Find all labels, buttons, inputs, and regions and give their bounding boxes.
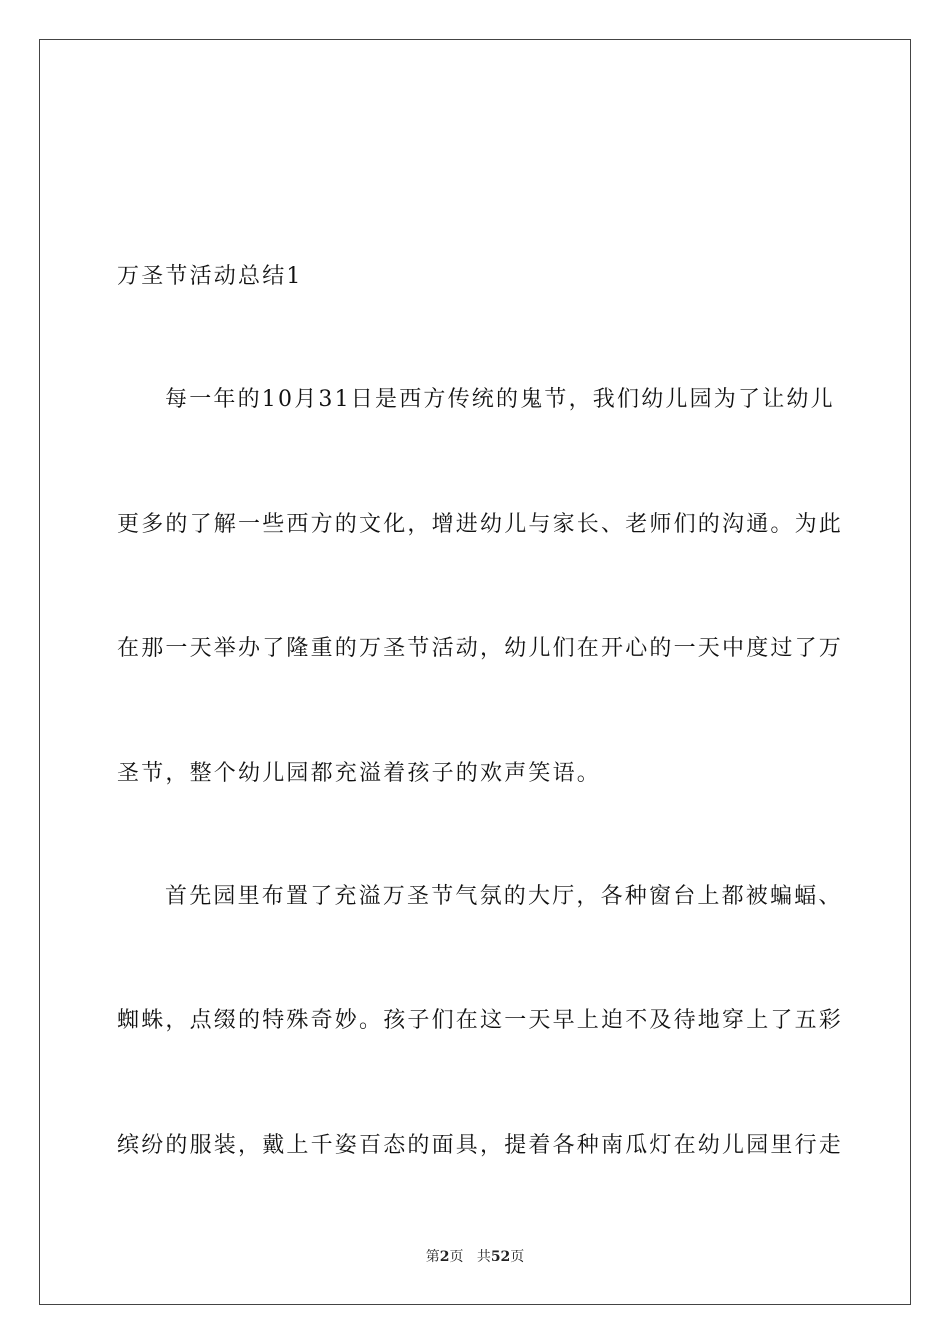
page-frame: [39, 39, 911, 1305]
paragraph-2-line-1: 首先园里布置了充溢万圣节气氛的大厅，各种窗台上都被蝙蝠、: [165, 884, 843, 909]
paragraph-1-line-2: 更多的了解一些西方的文化，增进幼儿与家长、老师们的沟通。为此: [117, 512, 844, 537]
paragraph-2-line-3: 缤纷的服装，戴上千姿百态的面具，提着各种南瓜灯在幼儿园里行走: [117, 1133, 844, 1158]
paragraph-2-line-2: 蜘蛛，点缀的特殊奇妙。孩子们在这一天早上迫不及待地穿上了五彩: [117, 1008, 844, 1033]
footer-page-prefix: 第: [425, 1249, 440, 1265]
paragraph-1-line-1: 每一年的10月31日是西方传统的鬼节，我们幼儿园为了让幼儿: [165, 387, 835, 412]
footer-total-suffix: 页: [510, 1249, 525, 1265]
page-footer: [0, 1248, 950, 1266]
footer-page-number: 2: [439, 1249, 450, 1265]
paragraph-1-line-4: 圣节，整个幼儿园都充溢着孩子的欢声笑语。: [117, 761, 602, 786]
footer-total-pages: 52: [490, 1249, 511, 1265]
document-heading: 万圣节活动总结1: [117, 264, 303, 289]
footer-total-prefix: 共: [476, 1249, 491, 1265]
footer-page-suffix: 页: [449, 1249, 464, 1265]
paragraph-1-line-3: 在那一天举办了隆重的万圣节活动，幼儿们在开心的一天中度过了万: [117, 636, 844, 661]
